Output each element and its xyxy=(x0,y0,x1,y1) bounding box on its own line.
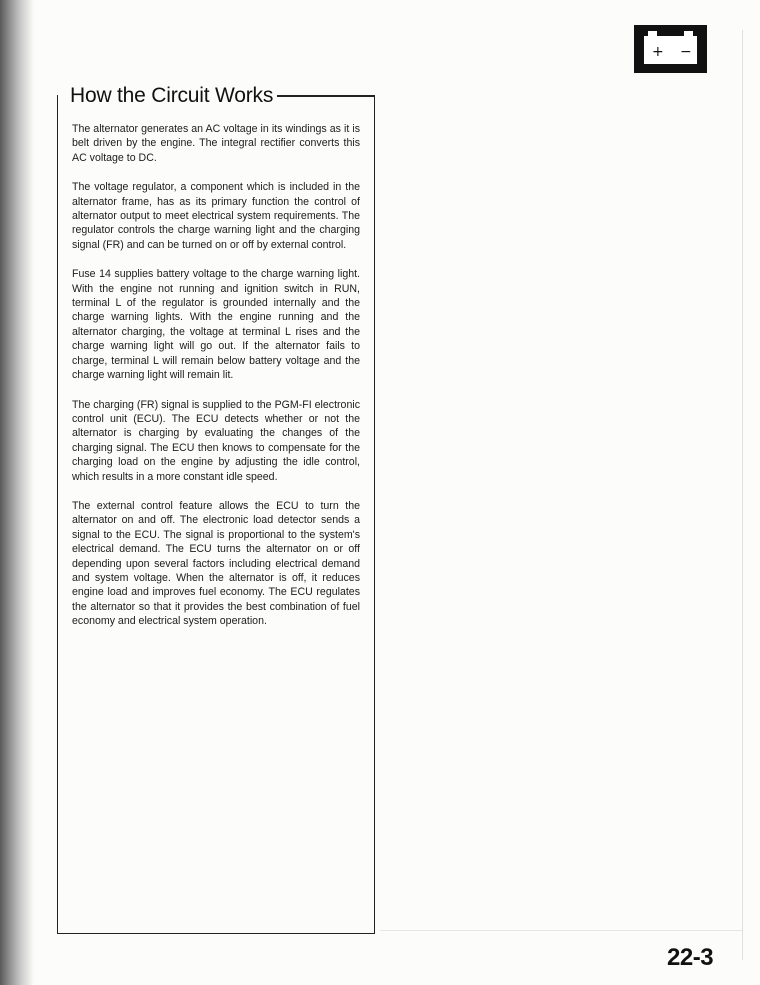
paragraph: The external control feature allows the ECU to turn the alternator on and off. The electronic load detector sends a signal to the ECU. The signal is proportional to the system's electrical demand. The ECU turns the alternator on or off depending upon several factors including electrical demand and system voltage. When the alternator is off, it reduces engine load and improves fuel economy. The ECU regulates the alternator so that it provides the best combination of fuel economy and electrical system operation. xyxy=(72,499,360,628)
section-heading: How the Circuit Works xyxy=(70,83,277,109)
paragraph: Fuse 14 supplies battery voltage to the charge warning light. With the engine not running and ignition switch in RUN, terminal L of the regulator is grounded internally and the charge warning lights. With the engine running and the alternator charging, the voltage at terminal L rises and the charge warning light will go out. If the alternator fails to charge, terminal L will remain below battery voltage and the charge warning light will remain lit. xyxy=(72,268,360,382)
plus-sign-icon: + xyxy=(652,44,664,60)
section-tab xyxy=(634,25,707,73)
page-number: 22-3 xyxy=(667,944,714,971)
paragraph: The charging (FR) signal is supplied to the PGM-FI electronic control unit (ECU). The ECU detects whether or not the alternator is charging by evaluating the changes of the charging signal. The ECU then knows to compensate for the charging load on the engine by adjusting the idle control, which results in a more constant idle speed. xyxy=(72,398,360,483)
paragraph: The alternator generates an AC voltage in its windings as it is belt driven by the engine. The integral rectifier converts this AC voltage to DC. xyxy=(72,123,360,164)
faint-column-border xyxy=(742,30,743,960)
battery-icon xyxy=(644,36,697,64)
minus-sign-icon: − xyxy=(680,44,692,60)
body-text xyxy=(72,122,360,644)
faint-bottom-rule xyxy=(380,930,742,931)
paragraph: The voltage regulator, a component which is included in the alternator frame, has as its primary function the control of alternator output to meet electrical system requirements. The regulator controls the charge warning light and the charging signal (FR) and can be turned on or off by external control. xyxy=(72,181,360,251)
page-binding-shadow xyxy=(0,0,34,985)
